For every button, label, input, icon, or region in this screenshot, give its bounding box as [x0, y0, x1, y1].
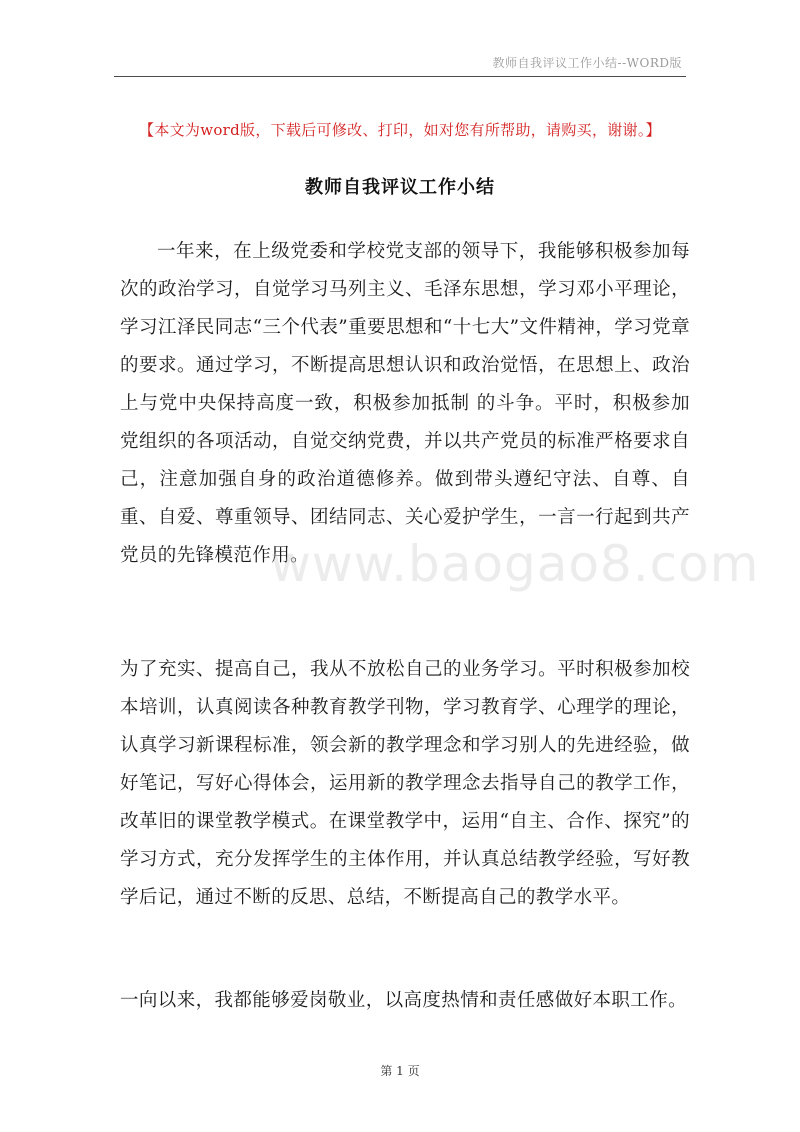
page-number: 第 1 页: [380, 1064, 420, 1078]
running-header: 教师自我评议工作小结--WORD版: [492, 56, 682, 70]
download-notice: 【本文为word版，下载后可修改、打印，如对您有所帮助，请购买，谢谢。】: [139, 121, 661, 139]
paragraph-2: 为了充实、提高自己，我从不放松自己的业务学习。平时积极参加校本培训，认真阅读各种教育教学刊物，学习教育学、心理学的理论，认真学习新课程标准，领会新的教学理念和学习别人的先进经验，做好笔记，写好心得体会，运用新的教学理念去指导自己的教学工作，改革旧的课堂教学模式。在课堂教学中，运用“自主、合作、探究”的学习方式，充分发挥学生的主体作用，并认真总结教学经验，写好教学后记，通过不断的反思、总结，不断提高自己的教学水平。: [120, 659, 690, 908]
document-title: 教师自我评议工作小结: [305, 177, 495, 198]
watermark: www.baogao8.com: [270, 535, 760, 593]
header-divider: [114, 76, 686, 77]
paragraph-1: 一年来，在上级党委和学校党支部的领导下，我能够积极参加每次的政治学习，自觉学习马列主义、毛泽东思想，学习邓小平理论，学习江泽民同志“三个代表”重要思想和“十七大”文件精神，学习党章的要求。通过学习，不断提高思想认识和政治觉悟，在思想上、政治上与党中央保持高度一致，积极参加抵制 的斗争。平时，积极参加党组织的各项活动，自觉交纳党费，并以共产党员的标准严格要求自己，注意加强自身的政治道德修养。做到带头遵纪守法、自尊、自重、自爱、尊重领导、团结同志、关心爱护学生，一言一行起到共产党员的先锋模范作用。: [120, 241, 690, 566]
paragraph-3: 一向以来，我都能够爱岗敬业，以高度热情和责任感做好本职工作。: [120, 990, 688, 1011]
